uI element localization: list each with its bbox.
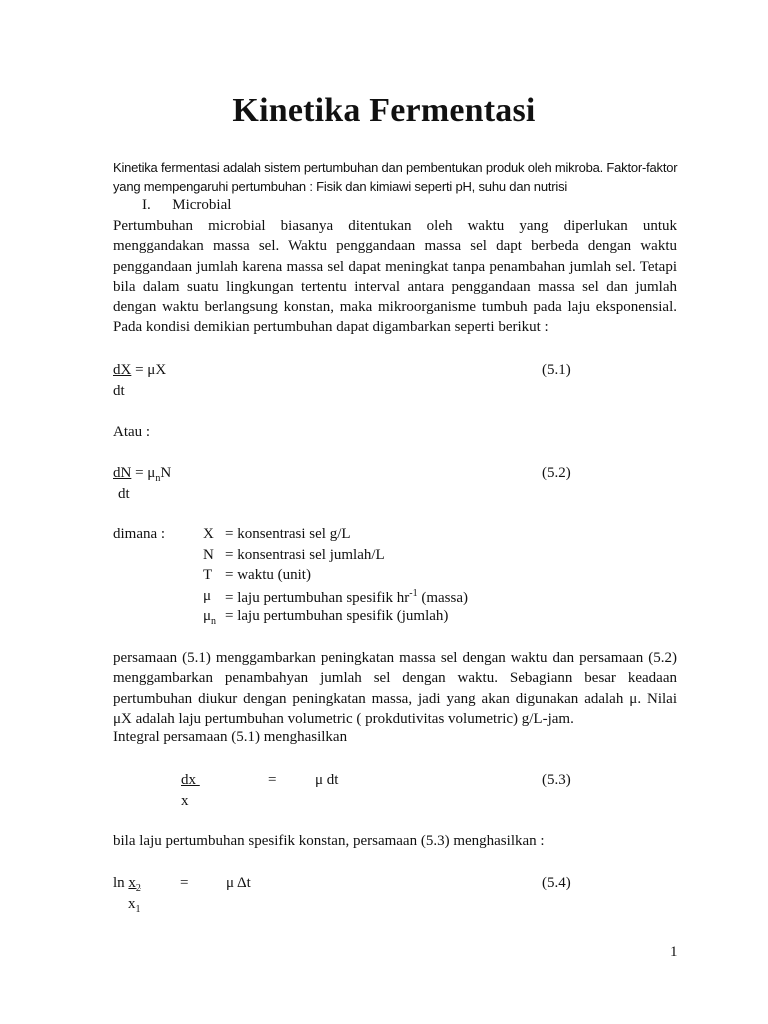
definition-row: [113, 567, 468, 588]
definition-symbol: X: [203, 526, 214, 542]
page-title: Kinetika Fermentasi: [232, 92, 536, 129]
section-number: I.: [142, 197, 151, 213]
eq1-rhs: = μX: [131, 362, 167, 378]
equation-5-1: [113, 362, 166, 379]
definitions-label: dimana :: [113, 526, 166, 542]
eq3-equals: =: [268, 772, 277, 788]
paragraph-line: menggandakan massa sel. Waktu penggandaan massa sel dapt berbeda dengan waktu: [113, 238, 677, 255]
definition-row: [113, 608, 468, 629]
eq1-numerator: dX: [113, 362, 132, 378]
definition-symbol: T: [203, 567, 213, 583]
definition-row: [113, 588, 468, 609]
definition-row: [113, 526, 468, 547]
definition-row: [113, 547, 468, 568]
paragraph-line: pertumbuhan diukur dengan peningkatan massa, jadi yang akan digunakan adalah μ. Nilai: [113, 690, 677, 707]
eq3-rhs: μ dt: [315, 772, 339, 788]
definition-symbol: μ: [203, 587, 212, 604]
definition-symbol: N: [203, 546, 214, 563]
eq2-denominator: dt: [118, 486, 130, 502]
definition-text: = laju pertumbuhan spesifik (jumlah): [225, 608, 449, 624]
definitions-list: [113, 526, 468, 629]
paragraph-line: μX adalah laju pertumbuhan volumetric ( prokdutivitas volumetric) g/L-jam.: [113, 710, 574, 727]
eq3-number: (5.3): [542, 772, 571, 788]
paragraph-line: menggambarkan penambahyan jumlah sel dengan waktu. Sebagiann besar keadaan: [113, 670, 677, 687]
atau-text: Atau :: [113, 424, 151, 440]
eq2-rhs-post: N: [160, 465, 172, 481]
definition-text: = waktu (unit): [225, 567, 311, 583]
paragraph-line: Pertumbuhan microbial biasanya ditentukan oleh waktu yang diperlukan untuk: [113, 218, 677, 234]
eq2-number: (5.2): [542, 465, 571, 481]
eq4-equals: =: [180, 875, 189, 891]
intro-line-1: Kinetika fermentasi adalah sistem pertumbuhan dan pembentukan produk oleh mikroba. Faktor-faktor: [113, 160, 678, 175]
eq3-numerator: dx: [181, 772, 196, 788]
paragraph-constant: bila laju pertumbuhan spesifik konstan, persamaan (5.3) menghasilkan :: [113, 833, 545, 849]
eq3-denominator: x: [181, 793, 189, 809]
eq4-denominator: $x_1$: [128, 896, 141, 915]
equation-5-2: [113, 465, 171, 484]
eq2-rhs-sub: n: [155, 473, 161, 484]
eq1-denominator: dt: [113, 383, 125, 399]
eq1-number: (5.1): [542, 362, 571, 378]
eq2-rhs-pre: = μ: [131, 465, 156, 481]
eq4-number: (5.4): [542, 875, 571, 891]
paragraph-line: bila dalam suatu lingkungan tertentu interval antara penggandaan massa sel dan jumlah: [113, 278, 677, 295]
section-title: Microbial: [172, 197, 232, 213]
eq4-rhs: μ Δt: [226, 875, 251, 891]
integral-line: Integral persamaan (5.1) menghasilkan: [113, 729, 348, 745]
definition-text: = konsentrasi sel jumlah/L: [225, 546, 385, 563]
paragraph-explanation: [113, 648, 677, 729]
eq4-ln: ln: [113, 875, 125, 891]
definition-symbol: $\mu_n$: [203, 608, 217, 627]
eq2-numerator: dN: [113, 465, 132, 481]
definition-text: = laju pertumbuhan spesifik $hr^{-1}$ (massa): [225, 587, 469, 606]
eq4-numerator: $x_2$: [128, 875, 141, 894]
page-number: 1: [670, 944, 678, 960]
section-heading: [142, 197, 231, 214]
eq4-lhs: [113, 875, 141, 894]
paragraph-line: dengan waktu berlangsung konstan, maka mikroorganisme tumbuh pada laju eksponensial.: [113, 299, 677, 316]
paragraph-microbial: [113, 216, 677, 338]
paragraph-line: penggandaan jumlah karena massa sel dapat meningkat tanpa penambahan jumlah sel. Tetapi: [113, 258, 677, 275]
paragraph-line: Pada kondisi demikian pertumbuhan dapat digambarkan seperti berikut :: [113, 319, 549, 336]
intro-line-2: yang mempengaruhi pertumbuhan : Fisik dan kimiawi seperti pH, suhu dan nutrisi: [113, 179, 568, 194]
paragraph-line: persamaan (5.1) menggambarkan peningkatan massa sel dengan waktu dan persamaan (5.2): [113, 650, 677, 666]
definition-text: = konsentrasi sel g/L: [225, 526, 351, 542]
